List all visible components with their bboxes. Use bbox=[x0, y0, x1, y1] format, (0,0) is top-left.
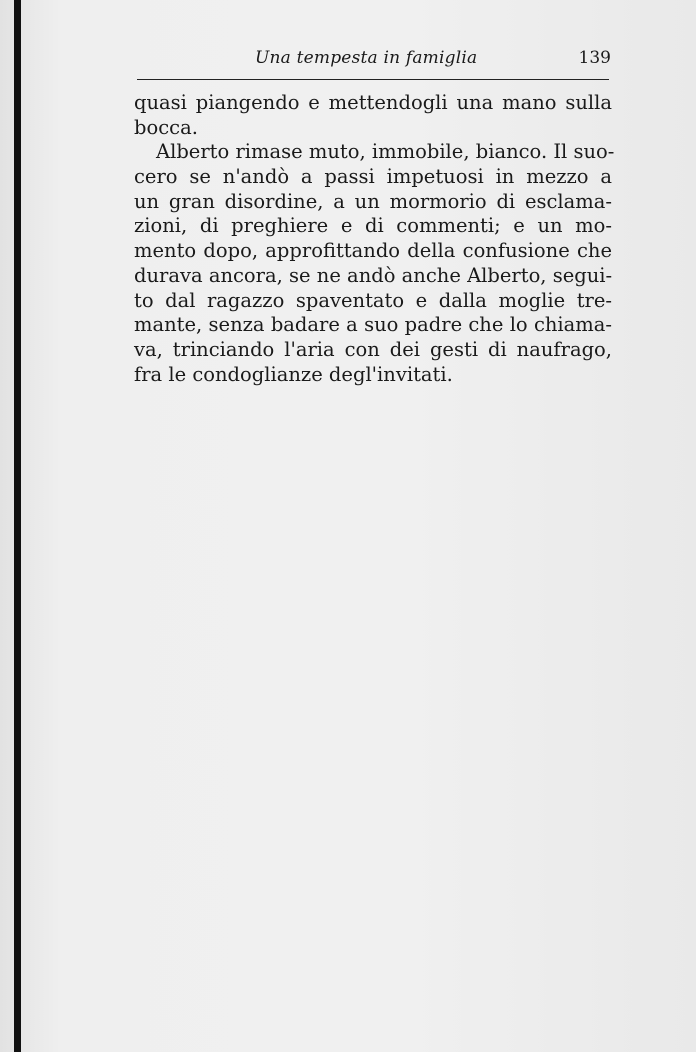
text-line: mento dopo, approfittando della confusione che bbox=[134, 239, 612, 263]
running-title: Una tempesta in famiglia bbox=[255, 48, 478, 68]
text-line: mante, senza badare a suo padre che lo chiama- bbox=[134, 313, 612, 337]
body-text bbox=[134, 91, 615, 387]
text-line: zioni, di preghiere e di commenti; e un mo- bbox=[134, 214, 612, 238]
header-rule bbox=[137, 79, 609, 80]
text-line: un gran disordine, a un mormorio di esclama- bbox=[134, 189, 612, 213]
text-line: va, trinciando l'aria con dei gesti di naufrago, bbox=[134, 337, 612, 361]
text-line: quasi piangendo e mettendogli una mano sulla bbox=[134, 91, 612, 114]
text-line: cero se n'andò a passi impetuosi in mezzo a bbox=[134, 165, 612, 189]
text-line: fra le condoglianze degl'invitati. bbox=[134, 362, 453, 386]
text-line: bocca. bbox=[134, 115, 198, 139]
page-number: 139 bbox=[578, 48, 611, 68]
text-line: Alberto rimase muto, immobile, bianco. Il suo- bbox=[156, 140, 615, 164]
text-line: durava ancora, se ne andò anche Alberto, segui- bbox=[134, 263, 613, 287]
binding-edge bbox=[14, 0, 21, 1052]
text-line: to dal ragazzo spaventato e dalla moglie tre- bbox=[134, 288, 612, 312]
running-header bbox=[135, 48, 611, 74]
